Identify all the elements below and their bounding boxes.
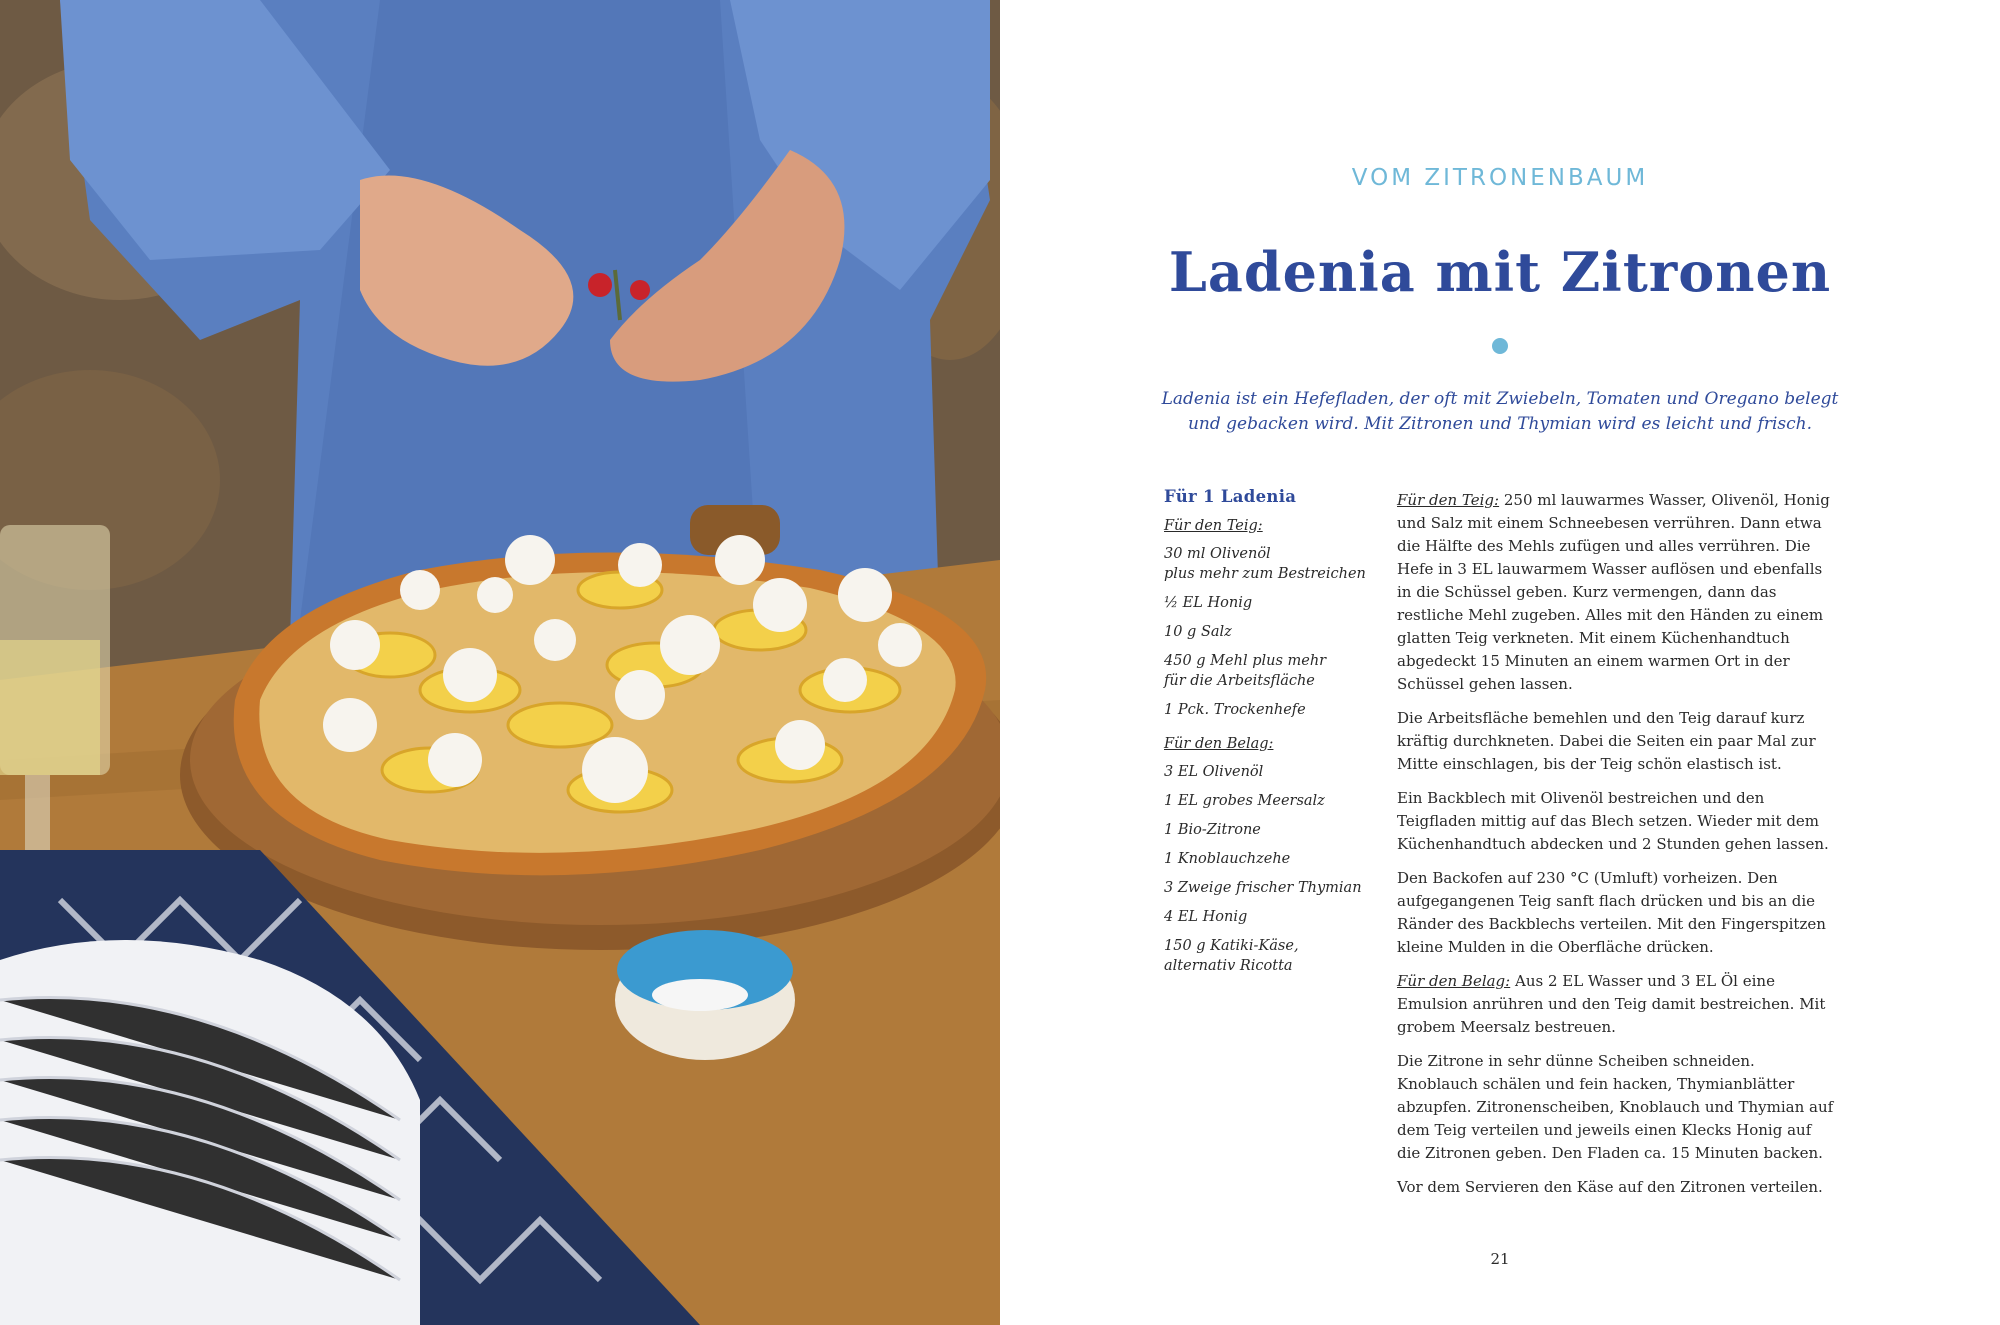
ingredients-column <box>1164 487 1379 985</box>
step-text: Vor dem Servieren den Käse auf den Zitronen verteilen. <box>1397 1178 1823 1196</box>
ingredient-item: 1 Bio-Zitrone <box>1164 822 1261 838</box>
wine <box>0 640 100 775</box>
recipe-page <box>1000 0 2000 1325</box>
ingredient-item: ½ EL Honig <box>1164 595 1253 611</box>
topping-ingredient-list <box>1164 762 1379 976</box>
recipe-title: Ladenia mit Zitronen <box>1168 240 1832 304</box>
red-nail <box>588 273 612 297</box>
step-text: Die Arbeitsfläche bemehlen und den Teig darauf kurz kräftig durchkneten. Dabei die Seiten ein paar Mal zur Mitte einschlagen, bis der Teig schön elastisch ist. <box>1397 709 1816 773</box>
sea-salt <box>652 979 748 1011</box>
page-number: 21 <box>1490 1250 1510 1268</box>
recipe-step <box>1397 1176 1837 1199</box>
ingredients-title: Für 1 Ladenia <box>1164 487 1297 506</box>
recipe-step <box>1397 489 1837 696</box>
step-text: 250 ml lauwarmes Wasser, Olivenöl, Honig und Salz mit einem Schneebesen verrühren. Dann etwa die Hälfte des Mehls zufügen und alles verrühren. Die Hefe in 3 EL lauwarmem Wasser auflösen und ebenfalls in die Schüssel geben. Kurz vermengen, dann das restliche Mehl zugeben. Alles mit den Händen zu einem glatten Teig verkneten. Mit einem Küchenhandtuch abgedeckt 15 Minuten an einem warmen Ort in der Schüssel gehen lassen. <box>1397 491 1830 693</box>
ingredient-item: 30 ml Olivenöl plus mehr zum Bestreichen <box>1164 546 1366 582</box>
ingredient-item: 1 Knoblauchzehe <box>1164 851 1291 867</box>
ingredient-item: 4 EL Honig <box>1164 909 1248 925</box>
recipe-step <box>1397 970 1837 1039</box>
recipe-steps <box>1397 489 1837 1210</box>
step-text: Den Backofen auf 230 °C (Umluft) vorheizen. Den aufgegangenen Teig sanft flach drücken und bis an die Ränder des Backblechs verteilen. Mit den Fingerspitzen kleine Mulden in die Oberfläche drücken. <box>1397 869 1826 956</box>
ingredient-item: 3 EL Olivenöl <box>1164 764 1264 780</box>
step-text: Die Zitrone in sehr dünne Scheiben schneiden. Knoblauch schälen und fein hacken, Thymianblätter abzupfen. Zitronenscheiben, Knoblauch und Thymian auf dem Teig verteilen und jeweils einen Klecks Honig auf die Zitronen geben. Den Fladen ca. 15 Minuten backen. <box>1397 1052 1834 1162</box>
step-lead: Für den Teig: <box>1397 491 1500 509</box>
step-text: Aus 2 EL Wasser und 3 EL Öl eine Emulsion anrühren und den Teig damit bestreichen. Mit grobem Meersalz bestreuen. <box>1397 972 1826 1036</box>
recipe-step <box>1397 707 1837 776</box>
ingredient-item: 1 Pck. Trockenhefe <box>1164 702 1306 718</box>
section-kicker: VOM ZITRONENBAUM <box>1351 165 1649 191</box>
topping-heading: Für den Belag: <box>1164 736 1274 752</box>
ingredient-item: 3 Zweige frischer Thymian <box>1164 880 1362 896</box>
dough-ingredient-list <box>1164 544 1379 720</box>
ingredient-item: 150 g Katiki-Käse, alternativ Ricotta <box>1164 938 1299 974</box>
recipe-step <box>1397 867 1837 959</box>
ingredient-item: 10 g Salz <box>1164 624 1232 640</box>
ingredient-item: 450 g Mehl plus mehr für die Arbeitsfläche <box>1164 653 1327 689</box>
step-lead: Für den Belag: <box>1397 972 1511 990</box>
ingredient-item: 1 EL grobes Meersalz <box>1164 793 1325 809</box>
recipe-step <box>1397 1050 1837 1165</box>
red-nail <box>630 280 650 300</box>
decorative-dot-icon <box>1492 338 1508 354</box>
step-text: Ein Backblech mit Olivenöl bestreichen und den Teigfladen mittig auf das Blech setzen. Wieder mit dem Küchenhandtuch abdecken und 2 Stunden gehen lassen. <box>1397 789 1829 853</box>
recipe-step <box>1397 787 1837 856</box>
recipe-intro: Ladenia ist ein Hefefladen, der oft mit Zwiebeln, Tomaten und Oregano belegt und gebacken wird. Mit Zitronen und Thymian wird es leicht und frisch. <box>1161 389 1839 434</box>
dough-heading: Für den Teig: <box>1164 518 1263 534</box>
